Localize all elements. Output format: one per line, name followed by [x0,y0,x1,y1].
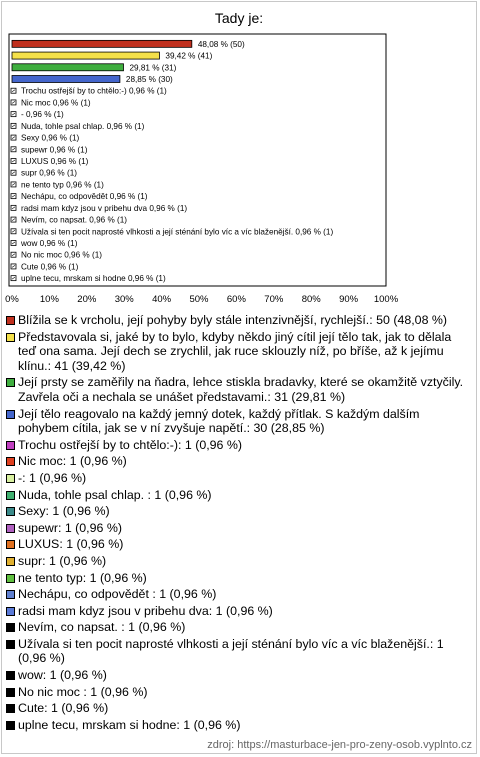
legend-swatch [6,441,15,450]
bar [12,40,192,47]
legend-label: Její tělo reagovalo na každý jemný dotek, každý přítlak. S každým dalším pohybem cítila, jak se v ní zvyšuje napětí.: 30 (28,85 %) [18,406,420,436]
chart-legend [6,313,472,734]
x-tick-label: 80% [301,294,321,305]
legend-item [6,330,472,374]
bar-category-label: radsi mam kdyz jsou v pribehu dva 0,96 % (1) [21,203,188,213]
x-tick-label: 20% [77,294,97,305]
chart-title: Tady je: [214,10,264,26]
bar-category-label: ne tento typ 0,96 % (1) [21,180,104,190]
legend-label: supr: 1 (0,96 %) [18,553,107,568]
bar-value-label: 29,81 % (31) [129,63,177,73]
x-tick-label: 60% [226,294,246,305]
legend-item [6,504,472,519]
legend-item [6,521,472,536]
legend-label: Představovala si, jaké by to bylo, kdyby někdo jiný cítil její tělo tak, jak to dělala teď ona sama. Její dech se zrychlil, jak ruce sklouzly níž, po bříše, až k jejímu klínu.: 41 (39,42 %) [18,329,452,373]
legend-label: Cute: 1 (0,96 %) [18,701,109,716]
bar-category-label: Cute 0,96 % (1) [21,262,79,272]
bar-category-label: Nic moc 0,96 % (1) [21,98,91,108]
bar-category-label: Nevím, co napsat. 0,96 % (1) [21,215,128,225]
bar-category-label: wow 0,96 % (1) [21,239,78,248]
legend-item [6,571,472,586]
legend-label: radsi mam kdyz jsou v pribehu dva: 1 (0,96 %) [18,603,273,618]
legend-item [6,454,472,469]
bar-category-label: Trochu ostřejší by to chtělo:-) 0,96 % (1) [21,86,167,96]
bar-category-label: supewr 0,96 % (1) [21,145,88,155]
legend-label: Blížila se k vrcholu, její pohyby byly stále intenzivnější, rychlejší.: 50 (48,08 %) [18,313,448,327]
x-tick-label: 30% [114,294,134,305]
legend-label: ne tento typ: 1 (0,96 %) [18,570,147,585]
legend-swatch [6,688,15,697]
legend-label: No nic moc : 1 (0,96 %) [18,684,148,699]
legend-item [6,471,472,486]
source-note: zdroj: https://masturbace-jen-pro-zeny-osob.vyplnto.cz [207,739,472,751]
legend-swatch [6,333,15,342]
legend-swatch [6,671,15,680]
bar-value-label: 48,08 % (50) [197,39,245,49]
bar-category-label: Užívala si ten pocit naprosté vlhkosti a její sténání bylo víc a víc blaženější. 0,96 % (1) [21,227,334,237]
bar-category-label: LUXUS 0,96 % (1) [21,157,89,166]
bar-chart [0,0,480,310]
bar [12,64,123,71]
legend-label: Nuda, tohle psal chlap. : 1 (0,96 %) [18,487,212,502]
legend-item [6,668,472,683]
x-tick-label: 50% [189,294,209,305]
legend-item [6,488,472,503]
legend-swatch [6,557,15,566]
legend-item [6,685,472,700]
legend-label: Užívala si ten pocit naprosté vlhkosti a její sténání bylo víc a víc blaženější.: 1 (0,96 %) [18,636,444,666]
legend-swatch [6,474,15,483]
legend-swatch [6,704,15,713]
x-tick-label: 10% [39,294,59,305]
legend-item [6,620,472,635]
legend-item [6,554,472,569]
legend-item [6,718,472,733]
bar-category-label: Sexy 0,96 % (1) [21,133,80,143]
legend-label: Sexy: 1 (0,96 %) [18,504,110,519]
legend-item [6,438,472,453]
legend-swatch [6,640,15,649]
legend-swatch [6,410,15,419]
legend-label: Nevím, co napsat. : 1 (0,96 %) [18,620,186,635]
legend-label: -: 1 (0,96 %) [18,470,87,485]
legend-item [6,537,472,552]
legend-label: LUXUS: 1 (0,96 %) [18,537,124,552]
bar-category-label: Nechápu, co odpovědět 0,96 % (1) [21,192,148,202]
legend-item [6,407,472,436]
bar [12,52,159,59]
bar-value-label: 28,85 % (30) [125,75,173,84]
legend-swatch [6,607,15,616]
legend-swatch [6,590,15,599]
legend-swatch [6,524,15,533]
legend-label: supewr: 1 (0,96 %) [18,520,122,535]
legend-item [6,375,472,404]
bar-category-label: No nic moc 0,96 % (1) [21,250,102,260]
legend-item [6,701,472,716]
x-tick-label: 100% [373,294,399,305]
bar-value-label: 39,42 % (41) [165,51,213,61]
legend-swatch [6,378,15,387]
x-tick-label: 70% [264,294,284,305]
x-tick-label: 90% [339,294,359,305]
legend-swatch [6,491,15,500]
x-tick-label: 40% [152,294,172,305]
legend-label: Její prsty se zaměřily na ňadra, lehce stiskla bradavky, které se okamžitě vztyčily. Zavřela oči a nechala se unášet představami.: 31 (29,81 %) [18,375,464,404]
legend-swatch [6,721,15,730]
legend-swatch [6,457,15,466]
legend-swatch [6,507,15,516]
legend-label: wow: 1 (0,96 %) [18,668,107,683]
bar-category-label: Nuda, tohle psal chlap. 0,96 % (1) [21,121,145,131]
legend-item [6,637,472,666]
legend-item [6,313,472,328]
legend-label: Nic moc: 1 (0,96 %) [18,454,127,469]
legend-swatch [6,623,15,632]
bar-category-label: supr 0,96 % (1) [21,168,77,178]
legend-item [6,604,472,619]
legend-swatch [6,316,15,325]
bar [12,76,120,83]
legend-label: Trochu ostřejší by to chtělo:-): 1 (0,96 %) [18,437,243,452]
legend-label: Nechápu, co odpovědět : 1 (0,96 %) [18,587,217,602]
legend-item [6,587,472,602]
legend-swatch [6,540,15,549]
bar-category-label: - 0,96 % (1) [21,110,64,120]
legend-label: uplne tecu, mrskam si hodne: 1 (0,96 %) [18,717,241,732]
bar-category-label: uplne tecu, mrskam si hodne 0,96 % (1) [21,274,166,284]
x-tick-label: 0% [5,294,19,305]
legend-swatch [6,574,15,583]
